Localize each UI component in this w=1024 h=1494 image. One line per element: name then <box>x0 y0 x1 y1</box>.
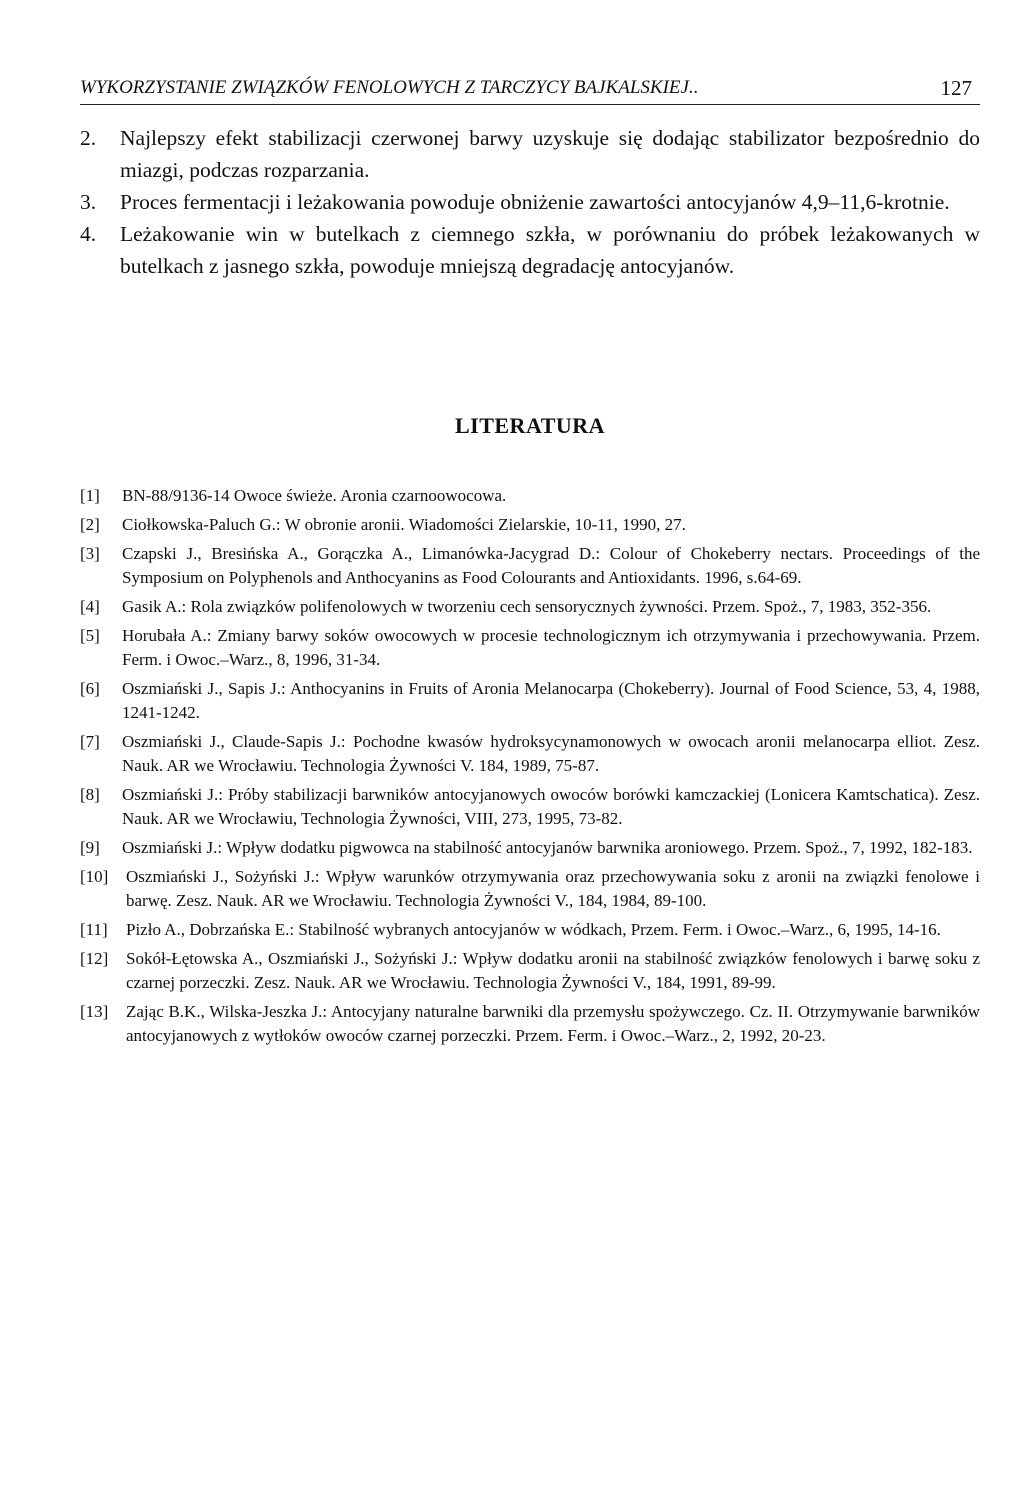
reference-item <box>80 730 980 778</box>
conclusion-text: Najlepszy efekt stabilizacji czerwonej barwy uzyskuje się dodając stabilizator bezpośrednio do miazgi, podczas rozparzania. <box>120 126 980 182</box>
reference-number: [10] <box>80 867 109 886</box>
conclusions-list <box>80 122 980 282</box>
reference-number: [9] <box>80 838 100 857</box>
reference-item <box>80 918 980 942</box>
reference-number: [7] <box>80 732 100 751</box>
conclusion-text: Leżakowanie win w butelkach z ciemnego szkła, w porównaniu do próbek leżakowanych w butelkach z jasnego szkła, powoduje mniejszą degradację antocyjanów. <box>120 222 980 278</box>
conclusion-item <box>80 186 980 218</box>
running-header <box>80 76 980 100</box>
references-list <box>80 484 980 1053</box>
reference-item <box>80 1000 980 1048</box>
reference-item <box>80 947 980 995</box>
reference-item <box>80 677 980 725</box>
running-title: WYKORZYSTANIE ZWIĄZKÓW FENOLOWYCH Z TARCZYCY BAJKALSKIEJ.. <box>80 77 699 98</box>
reference-number: [8] <box>80 785 100 804</box>
reference-number: [5] <box>80 626 100 645</box>
reference-number: [12] <box>80 949 109 968</box>
reference-item <box>80 783 980 831</box>
page-number: 127 <box>940 76 972 100</box>
reference-item <box>80 865 980 913</box>
reference-text: Oszmiański J., Claude-Sapis J.: Pochodne kwasów hydroksycynamonowych w owocach aronii melanocarpa elliot. Zesz. Nauk. AR we Wrocławiu. Technologia Żywności V. 184, 1989, 75-87. <box>122 732 980 775</box>
conclusion-item <box>80 122 980 186</box>
conclusion-number: 2. <box>80 126 97 150</box>
reference-text: Gasik A.: Rola związków polifenolowych w tworzeniu cech sensorycznych żywności. Przem. Spoż., 7, 1983, 352-356. <box>122 597 932 616</box>
conclusion-text: Proces fermentacji i leżakowania powoduje obniżenie zawartości antocyjanów 4,9–11,6-krotnie. <box>120 190 950 214</box>
reference-item <box>80 484 980 508</box>
reference-text: BN-88/9136-14 Owoce świeże. Aronia czarnoowocowa. <box>122 486 507 505</box>
reference-number: [4] <box>80 597 100 616</box>
reference-text: Horubała A.: Zmiany barwy soków owocowych w procesie technologicznym ich otrzymywania i przechowywania. Przem. Ferm. i Owoc.–Warz., 8, 1996, 31-34. <box>122 626 980 669</box>
reference-number: [6] <box>80 679 100 698</box>
header-rule <box>80 104 980 105</box>
reference-item <box>80 624 980 672</box>
reference-text: Oszmiański J., Sapis J.: Anthocyanins in Fruits of Aronia Melanocarpa (Chokeberry). Journal of Food Science, 53, 4, 1988, 1241-1242. <box>122 679 980 722</box>
reference-text: Czapski J., Bresińska A., Gorączka A., Limanówka-Jacygrad D.: Colour of Chokeberry nectars. Proceedings of the Symposium on Polyphenols and Anthocyanins as Food Colourants and Antioxidants. 1996, s.64-69. <box>122 544 980 587</box>
conclusion-number: 3. <box>80 190 97 214</box>
reference-text: Oszmiański J., Sożyński J.: Wpływ warunków otrzymywania oraz przechowywania soku z aronii na związki fenolowe i barwę. Zesz. Nauk. AR we Wrocławiu. Technologia Żywności V., 184, 1984, 89-100. <box>126 867 980 910</box>
reference-number: [11] <box>80 920 108 939</box>
reference-item <box>80 542 980 590</box>
reference-text: Zając B.K., Wilska-Jeszka J.: Antocyjany naturalne barwniki dla przemysłu spożywczego. Cz. II. Otrzymywanie barwników antocyjanowych z wytłoków owoców czarnej porzeczki. Przem. Ferm. i Owoc.–Warz., 2, 1992, 20-23. <box>126 1002 980 1045</box>
conclusion-item <box>80 218 980 282</box>
reference-item <box>80 595 980 619</box>
reference-text: Sokół-Łętowska A., Oszmiański J., Sożyński J.: Wpływ dodatku aronii na stabilność związków fenolowych i barwę soku z czarnej porzeczki. Zesz. Nauk. AR we Wrocławiu. Technologia Żywności V., 184, 1991, 89-99. <box>126 949 980 992</box>
reference-text: Pizło A., Dobrzańska E.: Stabilność wybranych antocyjanów w wódkach, Przem. Ferm. i Owoc.–Warz., 6, 1995, 14-16. <box>126 920 941 939</box>
reference-text: Oszmiański J.: Próby stabilizacji barwników antocyjanowych owoców borówki kamczackiej (Lonicera Kamtschatica). Zesz. Nauk. AR we Wrocławiu, Technologia Żywności, VIII, 273, 1995, 73-82. <box>122 785 980 828</box>
reference-text: Ciołkowska-Paluch G.: W obronie aronii. Wiadomości Zielarskie, 10-11, 1990, 27. <box>122 515 686 534</box>
conclusion-number: 4. <box>80 222 97 246</box>
reference-number: [3] <box>80 544 100 563</box>
reference-item <box>80 513 980 537</box>
literature-heading: LITERATURA <box>454 413 606 438</box>
reference-text: Oszmiański J.: Wpływ dodatku pigwowca na stabilność antocyjanów barwnika aroniowego. Przem. Spoż., 7, 1992, 182-183. <box>122 838 973 857</box>
reference-item <box>80 836 980 860</box>
reference-number: [2] <box>80 515 100 534</box>
reference-number: [13] <box>80 1002 109 1021</box>
reference-number: [1] <box>80 486 100 505</box>
